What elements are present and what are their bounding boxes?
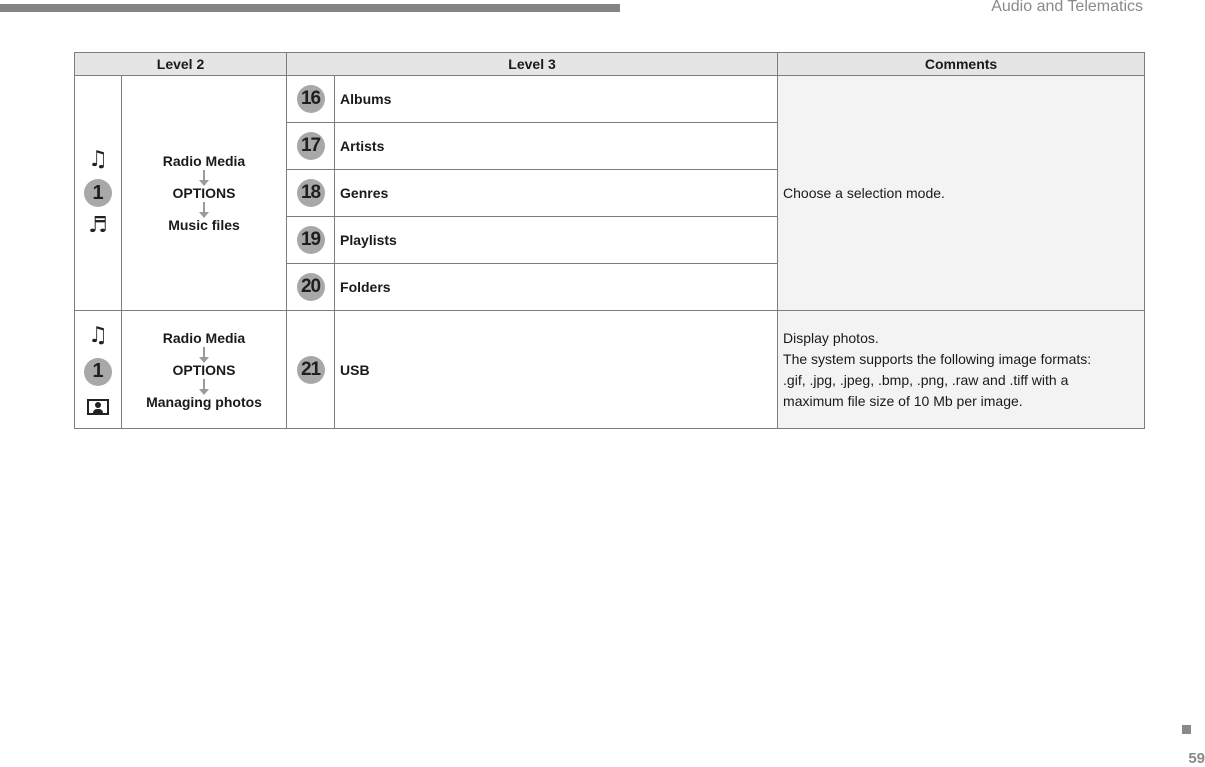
group2-path — [122, 311, 287, 429]
page-number: 59 — [1188, 750, 1205, 767]
option-artists: Artists — [335, 123, 778, 170]
comment-line: maximum file size of 10 Mb per image. — [783, 392, 1023, 409]
photo-icon — [87, 399, 109, 415]
comment-line: Display photos. — [783, 329, 879, 346]
number-badge: 16 — [297, 85, 325, 113]
header-row — [75, 53, 1145, 76]
step-badge: 1 — [84, 179, 112, 207]
column-header-comments: Comments — [778, 53, 1145, 76]
arrow-down-icon — [203, 379, 205, 389]
header-rule — [0, 4, 620, 12]
group1-path — [122, 76, 287, 311]
comment-display-photos — [778, 311, 1145, 429]
arrow-down-icon — [203, 170, 205, 180]
music-files-icon: ♬ — [88, 213, 108, 238]
arrow-down-icon — [203, 347, 205, 357]
music-note-icon: ♫ — [88, 147, 108, 172]
menu-table — [74, 52, 1145, 429]
column-header-level3: Level 3 — [287, 53, 778, 76]
path-step-managing-photos: Managing photos — [146, 393, 262, 410]
option-usb: USB — [335, 311, 778, 429]
section-title: Audio and Telematics — [991, 0, 1143, 15]
path-step-options: OPTIONS — [172, 361, 236, 378]
step-badge: 1 — [84, 358, 112, 386]
group2-icons — [75, 311, 122, 429]
comment-line: The system supports the following image formats: — [783, 350, 1092, 367]
footer-marker — [1182, 725, 1191, 734]
arrow-down-icon — [203, 202, 205, 212]
group1-icons — [75, 76, 122, 311]
column-header-level2: Level 2 — [75, 53, 287, 76]
option-albums: Albums — [335, 76, 778, 123]
path-step-radio-media: Radio Media — [162, 329, 246, 346]
number-badge: 18 — [297, 179, 325, 207]
path-step-music-files: Music files — [168, 217, 240, 233]
option-genres: Genres — [335, 170, 778, 217]
path-step-radio-media: Radio Media — [162, 153, 246, 169]
path-step-options: OPTIONS — [172, 185, 236, 201]
comment-selection-mode: Choose a selection mode. — [778, 76, 1145, 311]
table-row — [75, 76, 1145, 123]
number-badge: 21 — [297, 356, 325, 384]
table-row — [75, 311, 1145, 429]
option-playlists: Playlists — [335, 217, 778, 264]
number-badge: 20 — [297, 273, 325, 301]
comment-line: .gif, .jpg, .jpeg, .bmp, .png, .raw and .tiff with a — [783, 371, 1069, 388]
number-badge: 19 — [297, 226, 325, 254]
option-folders: Folders — [335, 264, 778, 311]
music-note-icon: ♫ — [88, 322, 108, 348]
number-badge: 17 — [297, 132, 325, 160]
